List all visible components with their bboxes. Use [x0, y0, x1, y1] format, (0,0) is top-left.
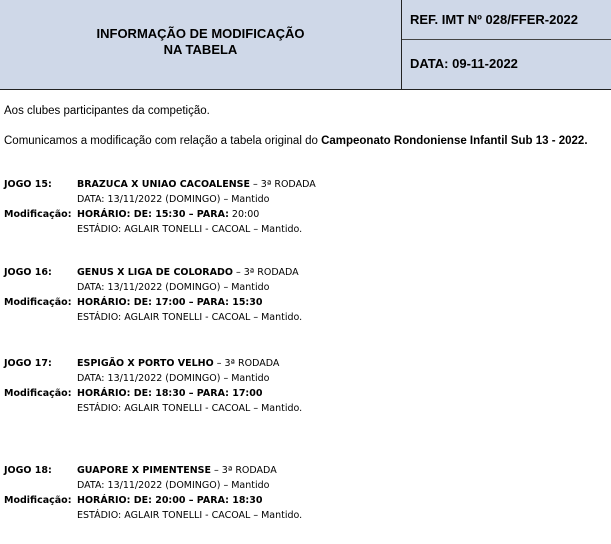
game-date: DATA: 13/11/2022 (DOMINGO) – Mantido	[77, 373, 270, 384]
game-date: DATA: 13/11/2022 (DOMINGO) – Mantido	[77, 480, 270, 491]
schedule-change: HORÁRIO: DE: 17:00 – PARA: 15:30	[77, 297, 263, 308]
schedule-new-time: 20:00	[228, 209, 260, 220]
schedule-change: HORÁRIO: DE: 20:00 – PARA: 18:30	[77, 495, 263, 506]
game-label: JOGO 18:	[4, 465, 52, 476]
teams: GUAPORE X PIMENTENSE	[77, 465, 211, 476]
game-label: JOGO 17:	[4, 358, 52, 369]
game-date: DATA: 13/11/2022 (DOMINGO) – Mantido	[77, 194, 270, 205]
game-schedule	[77, 295, 262, 310]
game-date: DATA: 13/11/2022 (DOMINGO) – Mantido	[77, 282, 270, 293]
game-teams	[77, 265, 299, 280]
round: – 3ª RODADA	[213, 358, 280, 369]
title-line-1: INFORMAÇÃO DE MODIFICAÇÃO	[96, 26, 305, 41]
game-schedule	[77, 493, 262, 508]
title-line-2: NA TABELA	[163, 42, 238, 57]
championship-name: Campeonato Rondoniense Infantil Sub 13 - 2022.	[321, 135, 588, 147]
game-schedule	[77, 386, 262, 401]
game-teams	[77, 356, 279, 371]
game-schedule	[77, 207, 259, 222]
game-stadium: ESTÁDIO: AGLAIR TONELLI - CACOAL – Mantido.	[77, 312, 303, 323]
game-teams	[77, 177, 316, 192]
modification-label: Modificação:	[4, 297, 72, 308]
game-label: JOGO 16:	[4, 267, 52, 278]
date-cell	[402, 40, 611, 89]
teams: GENUS X LIGA DE COLORADO	[77, 267, 233, 278]
header-title-cell	[0, 0, 402, 89]
document-date: DATA: 09-11-2022	[410, 56, 518, 71]
reference-cell	[402, 0, 611, 40]
game-stadium: ESTÁDIO: AGLAIR TONELLI - CACOAL – Mantido.	[77, 510, 303, 521]
document-title	[0, 26, 401, 58]
round: – 3ª RODADA	[250, 179, 316, 190]
round: – 3ª RODADA	[232, 267, 299, 278]
teams: BRAZUCA X UNIAO CACOALENSE	[77, 179, 251, 190]
game-teams	[77, 463, 277, 478]
schedule-change: HORÁRIO: DE: 18:30 – PARA: 17:00	[77, 388, 263, 399]
reference-number: REF. IMT Nº 028/FFER-2022	[410, 12, 579, 27]
round: – 3ª RODADA	[211, 465, 277, 476]
teams: ESPIGÃO X PORTO VELHO	[77, 358, 214, 369]
intro-text: Comunicamos a modificação com relação a tabela original do	[4, 135, 322, 147]
game-stadium: ESTÁDIO: AGLAIR TONELLI - CACOAL – Mantido.	[77, 403, 303, 414]
greeting: Aos clubes participantes da competição.	[4, 105, 210, 117]
intro-paragraph	[4, 134, 608, 149]
document-header	[0, 0, 611, 90]
game-label: JOGO 15:	[4, 179, 52, 190]
modification-label: Modificação:	[4, 495, 72, 506]
modification-label: Modificação:	[4, 388, 72, 399]
modification-label: Modificação:	[4, 209, 72, 220]
schedule-change: HORÁRIO: DE: 15:30 – PARA:	[77, 209, 229, 220]
game-stadium: ESTÁDIO: AGLAIR TONELLI - CACOAL – Mantido.	[77, 224, 303, 235]
